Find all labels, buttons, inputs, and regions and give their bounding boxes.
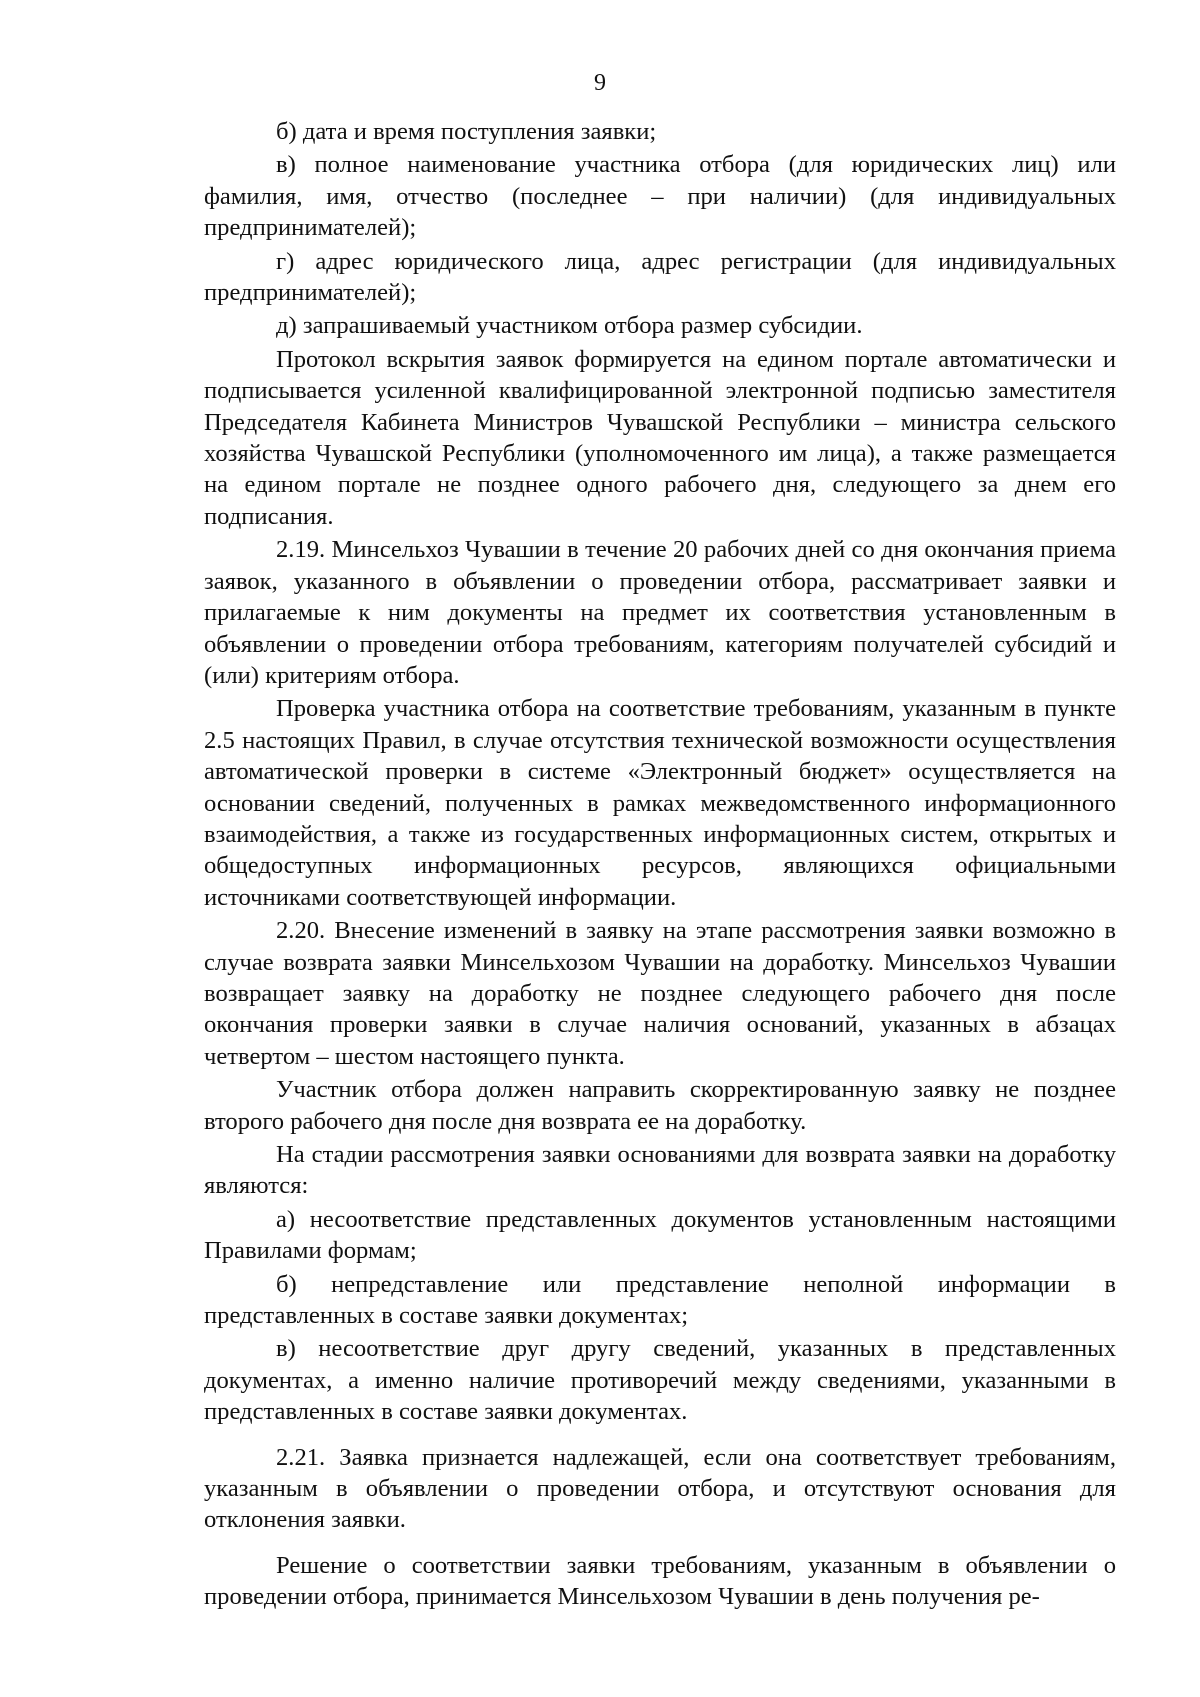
paragraph-2-20: 2.20. Внесение изменений в заявку на этапе рассмотрения заявки возможно в случае возврата заявки Минсельхозом Чувашии на доработку. Минсельхоз Чувашии возвращает заявку на доработку не позднее следующего рабочего дня после окончания проверки заявки в случае наличия оснований, указанных в абзацах четвертом – шестом настоящего пункта. [204,917,1116,1070]
paragraph-item-g: г) адрес юридического лица, адрес регистрации (для индивидуальных предпринимателей); [204,247,1116,307]
paragraph-resubmission: Участник отбора должен направить скорректированную заявку не позднее второго рабочего дня после дня возврата ее на доработку. [204,1076,1116,1135]
paragraph-2-21: 2.21. Заявка признается надлежащей, если она соответствует требованиям, указанным в объявлении о проведении отбора, и отсутствуют основания для отклонения заявки. [204,1443,1116,1534]
paragraph-ground-v: в) несоответствие друг другу сведений, указанных в представленных документах, а именно наличие противоречий между сведениями, указанными в представленных в составе заявки документах. [204,1335,1116,1426]
paragraph-ground-b: б) непредставление или представление неполной информации в представленных в составе заявки документах; [204,1270,1116,1330]
paragraph-item-b: б) дата и время поступления заявки; [276,118,657,145]
paragraph-decision: Решение о соответствии заявки требованиям, указанным в объявлении о проведении отбора, принимается Минсельхозом Чувашии в день получения ре- [204,1551,1116,1611]
paragraph-item-d: д) запрашиваемый участником отбора размер субсидии. [276,312,863,340]
paragraph-protocol: Протокол вскрытия заявок формируется на едином портале автоматически и подписывается усиленной квалифицированной электронной подписью заместителя Председателя Кабинета Министров Чувашской Республики – министра сельского хозяйства Чувашской Республики (уполномоченного им лица), а также размещается на едином портале не позднее одного рабочего дня, следующего за днем его подписания. [204,345,1116,530]
paragraph-return-grounds: На стадии рассмотрения заявки основаниями для возврата заявки на доработку являются: [204,1141,1116,1200]
paragraph-2-19: 2.19. Минсельхоз Чувашии в течение 20 рабочих дней со дня окончания приема заявок, указанного в объявлении о проведении отбора, рассматривает заявки и прилагаемые к ним документы на предмет их соответствия установленным в объявлении о проведении отбора требованиям, категориям получателей субсидий и (или) критериям отбора. [204,536,1116,689]
document-body [204,116,1116,1615]
paragraph-verification: Проверка участника отбора на соответствие требованиям, указанным в пункте 2.5 настоящих Правил, в случае отсутствия технической возможности осуществления автоматической проверки в системе «Электронный бюджет» осуществляется на основании сведений, полученных в рамках межведомственного информационного взаимодействия, а также из государственных информационных систем, открытых и общедоступных информационных ресурсов, являющихся официальными источниками соответствующей информации. [204,695,1116,911]
paragraph-ground-a: а) несоответствие представленных документов установленным настоящими Правилами формам; [204,1205,1116,1265]
paragraph-item-v: в) полное наименование участника отбора (для юридических лиц) или фамилия, имя, отчество (последнее – при наличии) (для индивидуальных предпринимателей); [204,151,1116,242]
page-number: 9 [594,70,606,96]
